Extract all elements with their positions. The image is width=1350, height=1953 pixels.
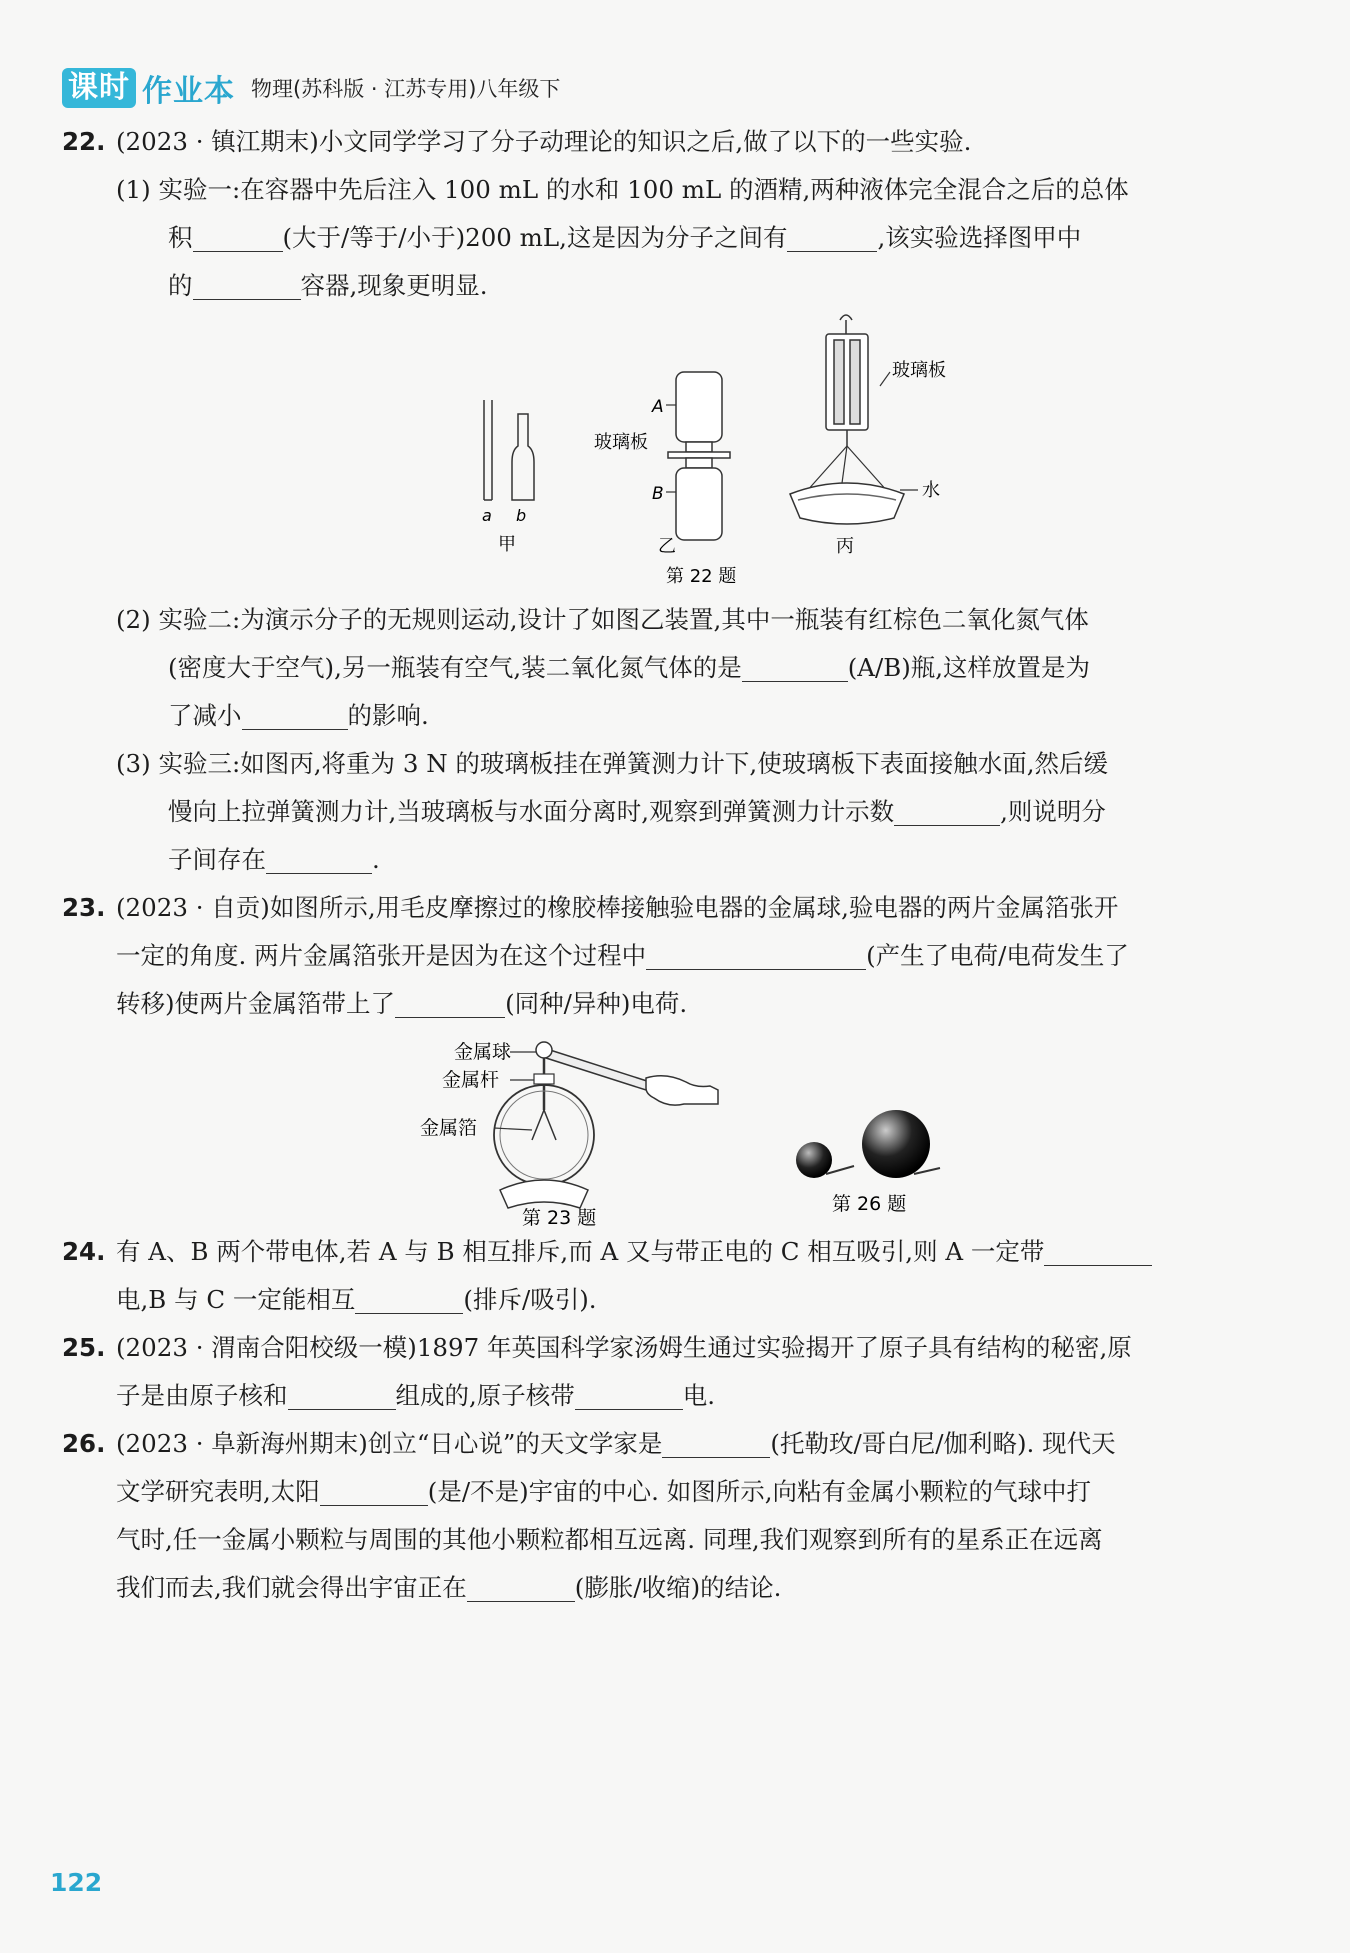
page-header <box>62 66 560 110</box>
q26-line-1 <box>62 1420 1116 1468</box>
q22-part3-line-a <box>116 740 1108 788</box>
question-number: 23. <box>62 893 106 922</box>
label-metal-rod: 金属杆 <box>442 1069 500 1091</box>
answer-blank[interactable] <box>193 271 301 300</box>
figure-22 <box>460 312 980 592</box>
label-yi: 乙 <box>658 536 676 557</box>
q26-line-3 <box>116 1516 1103 1564</box>
question-number: 26. <box>62 1429 106 1458</box>
question-text: 一定的角度. 两片金属箔张开是因为在这个过程中 <box>116 941 647 970</box>
q22-part1-line-c <box>168 262 488 310</box>
q25-line-1 <box>62 1324 1132 1372</box>
question-text: 组成的,原子核带 <box>395 1381 575 1410</box>
figure-caption: 第 23 题 <box>522 1207 597 1229</box>
question-text: (排斥/吸引). <box>463 1285 597 1314</box>
figure-caption: 第 22 题 <box>666 566 737 587</box>
answer-blank[interactable] <box>1044 1237 1152 1266</box>
answer-blank[interactable] <box>266 845 372 874</box>
answer-blank[interactable] <box>575 1381 683 1410</box>
rubber-rod-and-hand <box>546 1050 718 1105</box>
logo-tail: 作业本 <box>142 74 235 109</box>
q26-line-2 <box>116 1468 1091 1516</box>
figure-26 <box>780 1100 960 1232</box>
label-glass-plate: 玻璃板 <box>594 432 648 453</box>
q22-part1-line-b <box>168 214 1081 262</box>
answer-blank[interactable] <box>242 701 348 730</box>
question-text: (托勒玫/哥白尼/伽利略). 现代天 <box>770 1429 1116 1458</box>
metal-ball <box>536 1042 552 1058</box>
label-A: A <box>652 397 664 417</box>
question-text: 子是由原子核和 <box>116 1381 288 1410</box>
question-text: 的 <box>168 271 193 300</box>
question-text: (2023 · 渭南合阳校级一模)1897 年英国科学家汤姆生通过实验揭开了原子具有结构的秘密,原 <box>116 1333 1132 1362</box>
question-text: (大于/等于/小于)200 mL,这是因为分子之间有 <box>282 223 788 252</box>
q22-part2-line-b <box>168 644 1090 692</box>
label-jia: 甲 <box>498 534 516 555</box>
answer-blank[interactable] <box>787 223 877 252</box>
question-text: 有 A、B 两个带电体,若 A 与 B 相互排斥,而 A 又与带正电的 C 相互吸引,则 A 一定带 <box>116 1237 1045 1266</box>
answer-blank[interactable] <box>742 653 848 682</box>
label-b: b <box>516 506 527 525</box>
beaker-a <box>484 400 492 500</box>
question-number: 24. <box>62 1237 106 1266</box>
bottle-a <box>676 372 722 452</box>
q22-part2-line-a <box>116 596 1089 644</box>
answer-blank[interactable] <box>662 1429 770 1458</box>
q22-part1-line-a <box>116 166 1129 214</box>
question-text: 子间存在 <box>168 845 266 874</box>
label-a: a <box>482 506 492 525</box>
q24-line-1 <box>62 1228 1152 1276</box>
answer-blank[interactable] <box>467 1573 575 1602</box>
answer-blank[interactable] <box>646 941 866 970</box>
glass-plate <box>668 452 730 458</box>
question-text: 电,B 与 C 一定能相互 <box>116 1285 356 1314</box>
large-balloon <box>862 1110 930 1178</box>
spring-scale <box>826 315 868 446</box>
question-text: 积 <box>168 223 193 252</box>
answer-blank[interactable] <box>355 1285 463 1314</box>
question-text: 容器,现象更明显. <box>300 271 488 300</box>
label-B: B <box>652 484 664 504</box>
question-text: 转移)使两片金属箔带上了 <box>116 989 396 1018</box>
question-number: 25. <box>62 1333 106 1362</box>
question-text: 电. <box>682 1381 716 1410</box>
question-number: 22. <box>62 127 106 156</box>
question-text: (同种/异种)电荷. <box>505 989 688 1018</box>
subject-title: 物理(苏科版 · 江苏专用)八年级下 <box>251 77 561 101</box>
logo: 课时 <box>62 68 136 108</box>
label-glass-plate-bing: 玻璃板 <box>892 360 946 381</box>
q26-line-4 <box>116 1564 781 1612</box>
bottle-b <box>676 458 722 540</box>
question-text: 文学研究表明,太阳 <box>116 1477 320 1506</box>
question-text: (A/B)瓶,这样放置是为 <box>847 653 1091 682</box>
q22-part3-line-c <box>168 836 380 884</box>
q24-line-2 <box>116 1276 597 1324</box>
question-text: 的影响. <box>347 701 429 730</box>
label-metal-foil: 金属箔 <box>420 1117 478 1139</box>
question-text: (2023 · 阜新海州期末)创立“日心说”的天文学家是 <box>116 1429 663 1458</box>
question-text: (膨胀/收缩)的结论. <box>574 1573 782 1602</box>
question-text: (1) 实验一:在容器中先后注入 100 mL 的水和 100 mL 的酒精,两种液体完全混合之后的总体 <box>116 175 1129 204</box>
q25-line-2 <box>116 1372 715 1420</box>
question-text: 我们而去,我们就会得出宇宙正在 <box>116 1573 467 1602</box>
question-text: (2023 · 自贡)如图所示,用毛皮摩擦过的橡胶棒接触验电器的金属球,验电器的两片金属箔张开 <box>116 893 1119 922</box>
q23-line-3 <box>116 980 687 1028</box>
question-text: 了减小 <box>168 701 242 730</box>
question-text: ,则说明分 <box>1000 797 1106 826</box>
figure-caption: 第 26 题 <box>832 1193 907 1215</box>
figure-23 <box>410 1030 730 1230</box>
q23-line-2 <box>116 932 1129 980</box>
question-text: (3) 实验三:如图丙,将重为 3 N 的玻璃板挂在弹簧测力计下,使玻璃板下表面接触水面,然后缓 <box>116 749 1108 778</box>
q22-line-1 <box>62 118 971 166</box>
question-text: (密度大于空气),另一瓶装有空气,装二氧化氮气体的是 <box>168 653 742 682</box>
q22-part2-line-c <box>168 692 429 740</box>
metal-foils <box>532 1110 556 1140</box>
question-text: (2) 实验二:为演示分子的无规则运动,设计了如图乙装置,其中一瓶装有红棕色二氧化氮气体 <box>116 605 1089 634</box>
answer-blank[interactable] <box>288 1381 396 1410</box>
label-bing: 丙 <box>836 536 854 557</box>
small-balloon <box>796 1142 832 1178</box>
question-text: . <box>372 845 380 874</box>
flask-b <box>512 414 534 500</box>
water-basin <box>790 483 904 524</box>
answer-blank[interactable] <box>894 797 1000 826</box>
electroscope-base <box>500 1180 588 1208</box>
label-metal-ball: 金属球 <box>454 1041 512 1063</box>
question-text: 慢向上拉弹簧测力计,当玻璃板与水面分离时,观察到弹簧测力计示数 <box>168 797 895 826</box>
label-water: 水 <box>922 480 940 501</box>
q22-part3-line-b <box>168 788 1106 836</box>
question-text: (产生了电荷/电荷发生了 <box>866 941 1129 970</box>
page-number: 122 <box>50 1868 103 1897</box>
answer-blank[interactable] <box>193 223 283 252</box>
answer-blank[interactable] <box>320 1477 428 1506</box>
q23-line-1 <box>62 884 1118 932</box>
question-text: 气时,任一金属小颗粒与周围的其他小颗粒都相互远离. 同理,我们观察到所有的星系正在远离 <box>116 1525 1103 1554</box>
question-text: (是/不是)宇宙的中心. 如图所示,向粘有金属小颗粒的气球中打 <box>427 1477 1092 1506</box>
question-text: ,该实验选择图甲中 <box>877 223 1082 252</box>
answer-blank[interactable] <box>395 989 505 1018</box>
question-text: (2023 · 镇江期末)小文同学学习了分子动理论的知识之后,做了以下的一些实验. <box>116 127 972 156</box>
